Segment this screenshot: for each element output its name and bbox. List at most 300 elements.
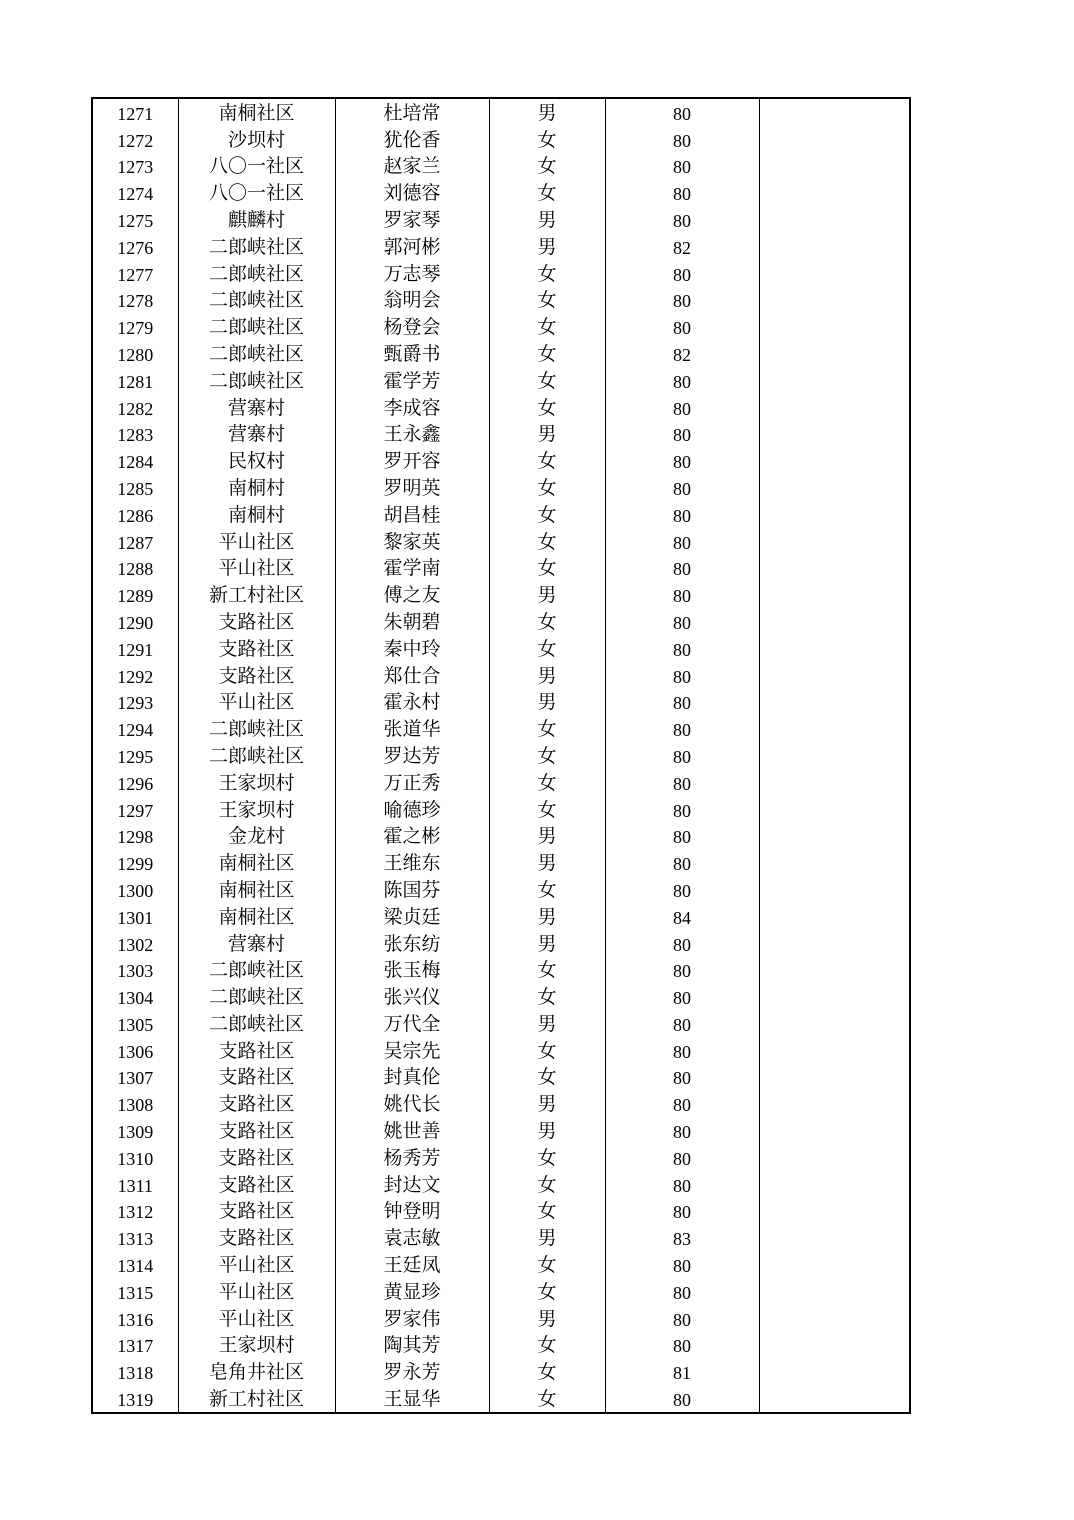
cell-gender: 女 bbox=[489, 1358, 605, 1385]
cell-age: 80 bbox=[605, 957, 759, 984]
cell-remarks bbox=[759, 1171, 910, 1198]
cell-remarks bbox=[759, 1117, 910, 1144]
cell-remarks bbox=[759, 313, 910, 340]
table-row bbox=[92, 983, 910, 1010]
cell-community: 八〇一社区 bbox=[178, 179, 335, 206]
cell-community: 平山社区 bbox=[178, 555, 335, 582]
cell-remarks bbox=[759, 501, 910, 528]
cell-remarks bbox=[759, 635, 910, 662]
cell-community: 二郎峡社区 bbox=[178, 1010, 335, 1037]
cell-remarks bbox=[759, 581, 910, 608]
cell-name: 姚世善 bbox=[335, 1117, 489, 1144]
cell-name: 王永鑫 bbox=[335, 421, 489, 448]
table-row bbox=[92, 1305, 910, 1332]
cell-age: 80 bbox=[605, 1332, 759, 1359]
roster-table-body bbox=[92, 98, 910, 1413]
cell-community: 二郎峡社区 bbox=[178, 260, 335, 287]
cell-age: 80 bbox=[605, 742, 759, 769]
table-row bbox=[92, 153, 910, 180]
cell-gender: 男 bbox=[489, 1117, 605, 1144]
table-row bbox=[92, 662, 910, 689]
cell-age: 80 bbox=[605, 796, 759, 823]
cell-remarks bbox=[759, 1198, 910, 1225]
table-row bbox=[92, 635, 910, 662]
cell-remarks bbox=[759, 474, 910, 501]
cell-age: 80 bbox=[605, 260, 759, 287]
cell-community: 支路社区 bbox=[178, 1064, 335, 1091]
cell-name: 霍学南 bbox=[335, 555, 489, 582]
cell-community: 支路社区 bbox=[178, 608, 335, 635]
cell-community: 营寨村 bbox=[178, 394, 335, 421]
cell-name: 甄爵书 bbox=[335, 340, 489, 367]
cell-community: 二郎峡社区 bbox=[178, 957, 335, 984]
cell-gender: 女 bbox=[489, 957, 605, 984]
table-row bbox=[92, 1144, 910, 1171]
table-row bbox=[92, 769, 910, 796]
cell-age: 80 bbox=[605, 1251, 759, 1278]
cell-name: 钟登明 bbox=[335, 1198, 489, 1225]
table-row bbox=[92, 179, 910, 206]
cell-community: 平山社区 bbox=[178, 689, 335, 716]
cell-name: 霍永村 bbox=[335, 689, 489, 716]
cell-gender: 男 bbox=[489, 581, 605, 608]
cell-community: 营寨村 bbox=[178, 421, 335, 448]
cell-gender: 男 bbox=[489, 849, 605, 876]
cell-age: 81 bbox=[605, 1358, 759, 1385]
cell-gender: 男 bbox=[489, 206, 605, 233]
cell-remarks bbox=[759, 742, 910, 769]
cell-age: 80 bbox=[605, 581, 759, 608]
cell-number: 1295 bbox=[92, 742, 178, 769]
cell-community: 南桐社区 bbox=[178, 876, 335, 903]
cell-remarks bbox=[759, 823, 910, 850]
table-row bbox=[92, 1090, 910, 1117]
cell-remarks bbox=[759, 715, 910, 742]
cell-remarks bbox=[759, 876, 910, 903]
table-row bbox=[92, 876, 910, 903]
cell-community: 支路社区 bbox=[178, 1117, 335, 1144]
cell-community: 支路社区 bbox=[178, 662, 335, 689]
cell-number: 1313 bbox=[92, 1224, 178, 1251]
cell-gender: 女 bbox=[489, 1385, 605, 1413]
table-row bbox=[92, 340, 910, 367]
cell-age: 80 bbox=[605, 1037, 759, 1064]
cell-gender: 女 bbox=[489, 1144, 605, 1171]
cell-age: 80 bbox=[605, 1064, 759, 1091]
cell-name: 赵家兰 bbox=[335, 153, 489, 180]
table-row bbox=[92, 1010, 910, 1037]
cell-gender: 女 bbox=[489, 474, 605, 501]
cell-age: 80 bbox=[605, 715, 759, 742]
cell-number: 1281 bbox=[92, 367, 178, 394]
cell-gender: 女 bbox=[489, 635, 605, 662]
cell-number: 1300 bbox=[92, 876, 178, 903]
cell-age: 80 bbox=[605, 528, 759, 555]
cell-name: 陶其芳 bbox=[335, 1332, 489, 1359]
table-row bbox=[92, 581, 910, 608]
table-row bbox=[92, 126, 910, 153]
cell-community: 支路社区 bbox=[178, 1037, 335, 1064]
cell-name: 封达文 bbox=[335, 1171, 489, 1198]
cell-remarks bbox=[759, 796, 910, 823]
cell-name: 朱朝碧 bbox=[335, 608, 489, 635]
cell-age: 80 bbox=[605, 1385, 759, 1413]
cell-gender: 女 bbox=[489, 447, 605, 474]
cell-community: 二郎峡社区 bbox=[178, 313, 335, 340]
cell-number: 1273 bbox=[92, 153, 178, 180]
cell-community: 二郎峡社区 bbox=[178, 287, 335, 314]
cell-name: 李成容 bbox=[335, 394, 489, 421]
cell-name: 郑仕合 bbox=[335, 662, 489, 689]
cell-gender: 男 bbox=[489, 662, 605, 689]
table-row bbox=[92, 1385, 910, 1413]
cell-age: 80 bbox=[605, 474, 759, 501]
cell-remarks bbox=[759, 1037, 910, 1064]
cell-name: 王维东 bbox=[335, 849, 489, 876]
cell-number: 1319 bbox=[92, 1385, 178, 1413]
table-row bbox=[92, 1332, 910, 1359]
cell-gender: 男 bbox=[489, 1224, 605, 1251]
cell-gender: 男 bbox=[489, 1010, 605, 1037]
cell-remarks bbox=[759, 206, 910, 233]
table-row bbox=[92, 903, 910, 930]
cell-community: 南桐村 bbox=[178, 474, 335, 501]
table-row bbox=[92, 1037, 910, 1064]
cell-age: 80 bbox=[605, 313, 759, 340]
cell-gender: 女 bbox=[489, 1332, 605, 1359]
table-row bbox=[92, 930, 910, 957]
table-row bbox=[92, 98, 910, 126]
cell-name: 霍之彬 bbox=[335, 823, 489, 850]
table-row bbox=[92, 689, 910, 716]
cell-community: 民权村 bbox=[178, 447, 335, 474]
cell-remarks bbox=[759, 689, 910, 716]
cell-name: 喻德珍 bbox=[335, 796, 489, 823]
cell-age: 80 bbox=[605, 662, 759, 689]
cell-age: 80 bbox=[605, 1117, 759, 1144]
cell-age: 80 bbox=[605, 1144, 759, 1171]
cell-remarks bbox=[759, 1010, 910, 1037]
cell-remarks bbox=[759, 98, 910, 126]
table-row bbox=[92, 474, 910, 501]
table-row bbox=[92, 608, 910, 635]
cell-number: 1283 bbox=[92, 421, 178, 448]
cell-community: 二郎峡社区 bbox=[178, 233, 335, 260]
table-row bbox=[92, 528, 910, 555]
cell-number: 1315 bbox=[92, 1278, 178, 1305]
cell-remarks bbox=[759, 1251, 910, 1278]
cell-gender: 女 bbox=[489, 876, 605, 903]
cell-remarks bbox=[759, 447, 910, 474]
cell-gender: 男 bbox=[489, 823, 605, 850]
cell-gender: 男 bbox=[489, 421, 605, 448]
table-row bbox=[92, 394, 910, 421]
cell-age: 80 bbox=[605, 1278, 759, 1305]
cell-community: 沙坝村 bbox=[178, 126, 335, 153]
cell-gender: 女 bbox=[489, 608, 605, 635]
cell-community: 南桐社区 bbox=[178, 849, 335, 876]
table-row bbox=[92, 260, 910, 287]
cell-age: 80 bbox=[605, 447, 759, 474]
cell-community: 皂角井社区 bbox=[178, 1358, 335, 1385]
cell-name: 张道华 bbox=[335, 715, 489, 742]
cell-name: 罗达芳 bbox=[335, 742, 489, 769]
cell-gender: 女 bbox=[489, 1064, 605, 1091]
cell-community: 南桐社区 bbox=[178, 98, 335, 126]
cell-community: 南桐村 bbox=[178, 501, 335, 528]
cell-number: 1271 bbox=[92, 98, 178, 126]
cell-age: 80 bbox=[605, 501, 759, 528]
table-row bbox=[92, 1278, 910, 1305]
cell-gender: 男 bbox=[489, 689, 605, 716]
cell-age: 80 bbox=[605, 394, 759, 421]
cell-community: 王家坝村 bbox=[178, 796, 335, 823]
cell-remarks bbox=[759, 1224, 910, 1251]
cell-community: 二郎峡社区 bbox=[178, 983, 335, 1010]
cell-community: 二郎峡社区 bbox=[178, 715, 335, 742]
cell-number: 1317 bbox=[92, 1332, 178, 1359]
cell-community: 支路社区 bbox=[178, 635, 335, 662]
cell-remarks bbox=[759, 983, 910, 1010]
table-row bbox=[92, 367, 910, 394]
cell-number: 1308 bbox=[92, 1090, 178, 1117]
cell-gender: 男 bbox=[489, 1090, 605, 1117]
cell-name: 罗明英 bbox=[335, 474, 489, 501]
cell-remarks bbox=[759, 394, 910, 421]
table-row bbox=[92, 447, 910, 474]
table-row bbox=[92, 1251, 910, 1278]
table-row bbox=[92, 1064, 910, 1091]
cell-remarks bbox=[759, 287, 910, 314]
cell-community: 麒麟村 bbox=[178, 206, 335, 233]
cell-name: 秦中玲 bbox=[335, 635, 489, 662]
cell-name: 翁明会 bbox=[335, 287, 489, 314]
cell-name: 张兴仪 bbox=[335, 983, 489, 1010]
cell-name: 姚代长 bbox=[335, 1090, 489, 1117]
cell-community: 二郎峡社区 bbox=[178, 340, 335, 367]
cell-age: 80 bbox=[605, 823, 759, 850]
cell-age: 82 bbox=[605, 233, 759, 260]
cell-name: 黎家英 bbox=[335, 528, 489, 555]
cell-community: 支路社区 bbox=[178, 1171, 335, 1198]
cell-remarks bbox=[759, 153, 910, 180]
cell-name: 张东纺 bbox=[335, 930, 489, 957]
cell-remarks bbox=[759, 340, 910, 367]
cell-gender: 女 bbox=[489, 340, 605, 367]
cell-name: 封真伦 bbox=[335, 1064, 489, 1091]
cell-name: 万正秀 bbox=[335, 769, 489, 796]
cell-name: 杨登会 bbox=[335, 313, 489, 340]
cell-age: 80 bbox=[605, 876, 759, 903]
cell-age: 80 bbox=[605, 126, 759, 153]
roster-table bbox=[91, 97, 911, 1414]
cell-number: 1275 bbox=[92, 206, 178, 233]
cell-age: 80 bbox=[605, 1305, 759, 1332]
cell-number: 1299 bbox=[92, 849, 178, 876]
cell-remarks bbox=[759, 1332, 910, 1359]
cell-remarks bbox=[759, 849, 910, 876]
cell-number: 1314 bbox=[92, 1251, 178, 1278]
cell-number: 1302 bbox=[92, 930, 178, 957]
cell-community: 支路社区 bbox=[178, 1198, 335, 1225]
cell-community: 二郎峡社区 bbox=[178, 367, 335, 394]
cell-number: 1289 bbox=[92, 581, 178, 608]
cell-number: 1279 bbox=[92, 313, 178, 340]
cell-number: 1272 bbox=[92, 126, 178, 153]
cell-age: 80 bbox=[605, 930, 759, 957]
cell-name: 王廷凤 bbox=[335, 1251, 489, 1278]
cell-number: 1287 bbox=[92, 528, 178, 555]
cell-community: 新工村社区 bbox=[178, 1385, 335, 1413]
cell-number: 1318 bbox=[92, 1358, 178, 1385]
cell-gender: 男 bbox=[489, 930, 605, 957]
cell-number: 1290 bbox=[92, 608, 178, 635]
cell-remarks bbox=[759, 1144, 910, 1171]
cell-gender: 女 bbox=[489, 179, 605, 206]
cell-number: 1276 bbox=[92, 233, 178, 260]
cell-remarks bbox=[759, 957, 910, 984]
cell-community: 平山社区 bbox=[178, 1251, 335, 1278]
table-row bbox=[92, 206, 910, 233]
cell-name: 王显华 bbox=[335, 1385, 489, 1413]
cell-age: 80 bbox=[605, 179, 759, 206]
cell-name: 张玉梅 bbox=[335, 957, 489, 984]
cell-age: 82 bbox=[605, 340, 759, 367]
cell-name: 刘德容 bbox=[335, 179, 489, 206]
cell-number: 1282 bbox=[92, 394, 178, 421]
cell-name: 吴宗先 bbox=[335, 1037, 489, 1064]
cell-remarks bbox=[759, 1385, 910, 1413]
cell-number: 1291 bbox=[92, 635, 178, 662]
cell-number: 1312 bbox=[92, 1198, 178, 1225]
cell-gender: 女 bbox=[489, 555, 605, 582]
cell-community: 南桐社区 bbox=[178, 903, 335, 930]
cell-remarks bbox=[759, 1305, 910, 1332]
cell-remarks bbox=[759, 769, 910, 796]
cell-community: 二郎峡社区 bbox=[178, 742, 335, 769]
cell-name: 陈国芬 bbox=[335, 876, 489, 903]
cell-name: 罗永芳 bbox=[335, 1358, 489, 1385]
cell-age: 80 bbox=[605, 1171, 759, 1198]
cell-number: 1285 bbox=[92, 474, 178, 501]
cell-number: 1303 bbox=[92, 957, 178, 984]
cell-remarks bbox=[759, 1064, 910, 1091]
cell-remarks bbox=[759, 367, 910, 394]
cell-gender: 女 bbox=[489, 126, 605, 153]
cell-remarks bbox=[759, 903, 910, 930]
cell-gender: 女 bbox=[489, 983, 605, 1010]
cell-remarks bbox=[759, 930, 910, 957]
cell-remarks bbox=[759, 662, 910, 689]
cell-remarks bbox=[759, 179, 910, 206]
cell-remarks bbox=[759, 233, 910, 260]
cell-number: 1277 bbox=[92, 260, 178, 287]
cell-gender: 男 bbox=[489, 1305, 605, 1332]
cell-age: 80 bbox=[605, 1090, 759, 1117]
cell-community: 八〇一社区 bbox=[178, 153, 335, 180]
cell-name: 万志琴 bbox=[335, 260, 489, 287]
cell-remarks bbox=[759, 421, 910, 448]
cell-gender: 女 bbox=[489, 1171, 605, 1198]
cell-community: 支路社区 bbox=[178, 1144, 335, 1171]
cell-community: 平山社区 bbox=[178, 1305, 335, 1332]
cell-age: 80 bbox=[605, 287, 759, 314]
cell-number: 1304 bbox=[92, 983, 178, 1010]
cell-number: 1305 bbox=[92, 1010, 178, 1037]
cell-gender: 女 bbox=[489, 394, 605, 421]
cell-remarks bbox=[759, 1278, 910, 1305]
cell-age: 83 bbox=[605, 1224, 759, 1251]
cell-number: 1298 bbox=[92, 823, 178, 850]
table-row bbox=[92, 313, 910, 340]
cell-number: 1316 bbox=[92, 1305, 178, 1332]
cell-community: 平山社区 bbox=[178, 528, 335, 555]
cell-age: 80 bbox=[605, 1198, 759, 1225]
cell-community: 营寨村 bbox=[178, 930, 335, 957]
table-row bbox=[92, 1198, 910, 1225]
cell-age: 80 bbox=[605, 206, 759, 233]
cell-gender: 女 bbox=[489, 715, 605, 742]
table-row bbox=[92, 233, 910, 260]
cell-gender: 女 bbox=[489, 742, 605, 769]
cell-number: 1284 bbox=[92, 447, 178, 474]
cell-number: 1280 bbox=[92, 340, 178, 367]
cell-gender: 女 bbox=[489, 528, 605, 555]
cell-community: 王家坝村 bbox=[178, 1332, 335, 1359]
cell-age: 80 bbox=[605, 635, 759, 662]
table-row bbox=[92, 1117, 910, 1144]
cell-remarks bbox=[759, 608, 910, 635]
table-row bbox=[92, 796, 910, 823]
cell-number: 1310 bbox=[92, 1144, 178, 1171]
table-row bbox=[92, 555, 910, 582]
cell-age: 80 bbox=[605, 555, 759, 582]
cell-name: 袁志敏 bbox=[335, 1224, 489, 1251]
table-row bbox=[92, 421, 910, 448]
table-row bbox=[92, 957, 910, 984]
cell-community: 金龙村 bbox=[178, 823, 335, 850]
cell-gender: 女 bbox=[489, 501, 605, 528]
cell-name: 罗开容 bbox=[335, 447, 489, 474]
cell-number: 1286 bbox=[92, 501, 178, 528]
cell-gender: 女 bbox=[489, 260, 605, 287]
cell-remarks bbox=[759, 260, 910, 287]
cell-number: 1278 bbox=[92, 287, 178, 314]
cell-remarks bbox=[759, 126, 910, 153]
cell-age: 80 bbox=[605, 1010, 759, 1037]
cell-age: 80 bbox=[605, 608, 759, 635]
table-row bbox=[92, 823, 910, 850]
table-row bbox=[92, 1171, 910, 1198]
cell-community: 新工村社区 bbox=[178, 581, 335, 608]
cell-age: 80 bbox=[605, 849, 759, 876]
cell-number: 1296 bbox=[92, 769, 178, 796]
cell-age: 80 bbox=[605, 769, 759, 796]
cell-gender: 女 bbox=[489, 769, 605, 796]
cell-age: 80 bbox=[605, 983, 759, 1010]
cell-name: 傅之友 bbox=[335, 581, 489, 608]
cell-remarks bbox=[759, 1358, 910, 1385]
cell-name: 杜培常 bbox=[335, 98, 489, 126]
cell-name: 罗家伟 bbox=[335, 1305, 489, 1332]
cell-number: 1274 bbox=[92, 179, 178, 206]
cell-number: 1297 bbox=[92, 796, 178, 823]
cell-number: 1309 bbox=[92, 1117, 178, 1144]
cell-gender: 女 bbox=[489, 153, 605, 180]
cell-number: 1311 bbox=[92, 1171, 178, 1198]
cell-gender: 女 bbox=[489, 367, 605, 394]
cell-number: 1301 bbox=[92, 903, 178, 930]
